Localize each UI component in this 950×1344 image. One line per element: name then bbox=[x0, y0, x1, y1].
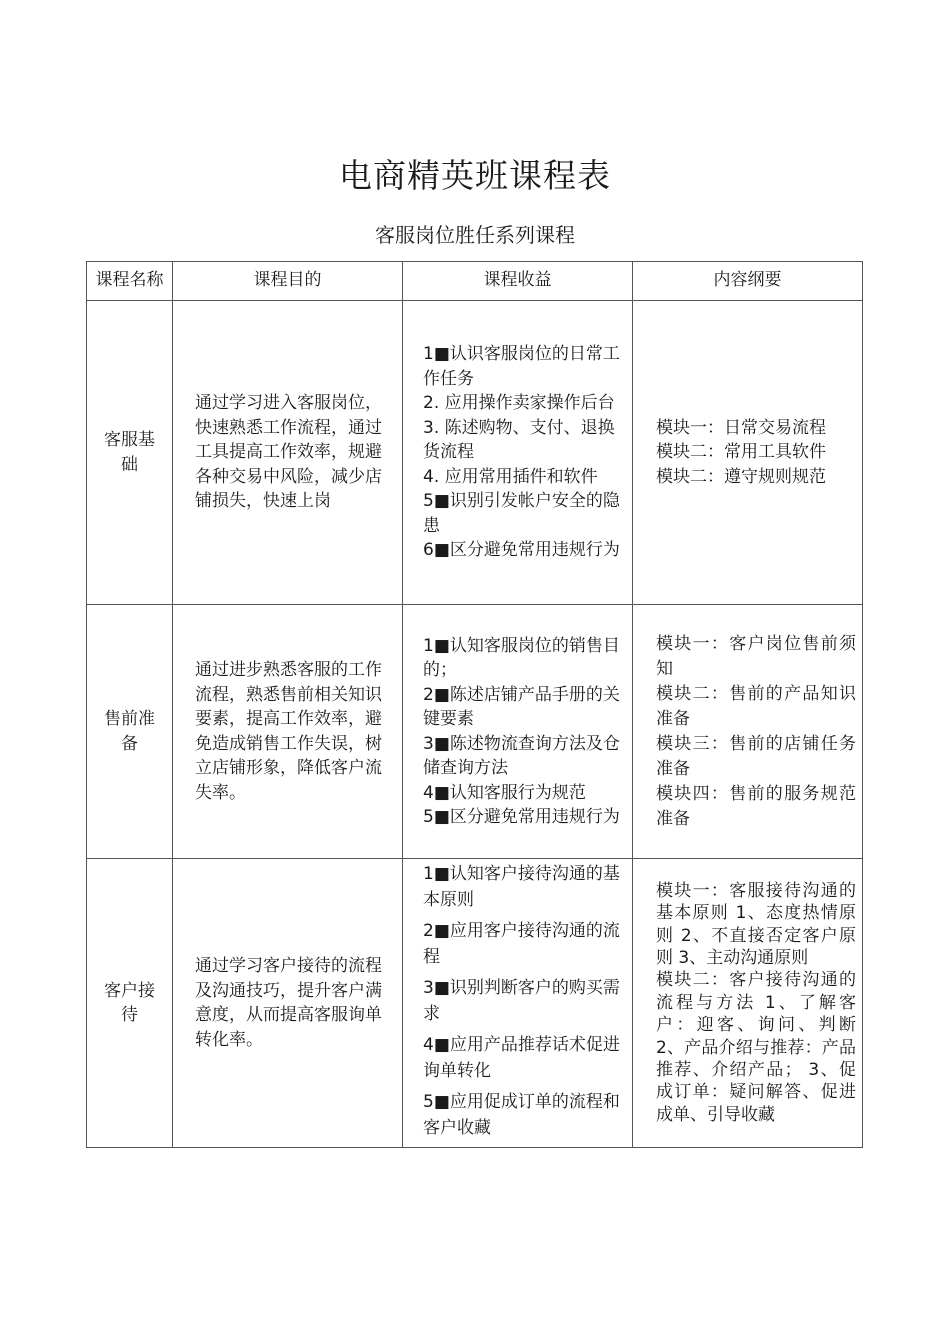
table-row bbox=[87, 859, 863, 1148]
gain-item: 1■认识客服岗位的日常工作任务 bbox=[423, 344, 620, 389]
gain-item: 4. 应用常用插件和软件 bbox=[423, 466, 598, 487]
page-subtitle: 客服岗位胜任系列课程 bbox=[375, 223, 575, 247]
gain-item: 5■识别引发帐户安全的隐患 bbox=[423, 491, 620, 536]
outline-item: 模块二：售前的产品知识准备 bbox=[656, 683, 856, 729]
table-row bbox=[87, 605, 863, 859]
gain-item: 2■陈述店铺产品手册的关键要素 bbox=[423, 684, 620, 729]
header-content-outline: 内容纲要 bbox=[633, 262, 863, 301]
gain-item: 1■认知客服岗位的销售目的； bbox=[423, 635, 620, 680]
outline-item: 模块三：售前的店铺任务准备 bbox=[656, 733, 856, 779]
outline-item: 模块一：客服接待沟通的基本原则 1、态度热情原则 2、不直接否定客户原则 3、主动沟通原则 bbox=[656, 880, 856, 968]
gain-item: 3■陈述物流查询方法及仓储查询方法 bbox=[423, 733, 620, 778]
outline-item: 模块一：日常交易流程 bbox=[656, 417, 826, 438]
header-course-gains: 课程收益 bbox=[403, 262, 633, 301]
header-course-goal: 课程目的 bbox=[173, 262, 403, 301]
course-goal-cell: 通过学习进入客服岗位，快速熟悉工作流程，通过工具提高工作效率，规避各种交易中风险，减少店铺损失，快速上岗 bbox=[173, 301, 403, 605]
outline-item: 模块二：客户接待沟通的流程与方法 1、了解客户：迎客、询问、判断 2、产品介绍与推荐：产品推荐、介绍产品； 3、促成订单：疑问解答、促进成单、引导收藏 bbox=[656, 970, 856, 1125]
course-gains-cell bbox=[403, 859, 633, 1148]
course-name-cell: 售前准备 bbox=[87, 605, 173, 859]
course-gains-cell bbox=[403, 301, 633, 605]
gain-item: 6■区分避免常用违规行为 bbox=[423, 540, 620, 561]
gain-item: 2. 应用操作卖家操作后台 bbox=[423, 393, 615, 414]
gain-item: 3. 陈述购物、支付、退换货流程 bbox=[423, 417, 615, 463]
content-outline-cell bbox=[633, 301, 863, 605]
course-gains-cell bbox=[403, 605, 633, 859]
content-outline-cell bbox=[633, 605, 863, 859]
content-outline-cell bbox=[633, 859, 863, 1148]
course-name-cell: 客户接待 bbox=[87, 859, 173, 1148]
course-table bbox=[86, 261, 863, 1148]
table-row bbox=[87, 301, 863, 605]
course-name-cell: 客服基础 bbox=[87, 301, 173, 605]
gain-item: 3■识别判断客户的购买需求 bbox=[423, 977, 620, 1024]
gain-item: 5■区分避免常用违规行为 bbox=[423, 807, 620, 827]
page-title: 电商精英班课程表 bbox=[339, 156, 611, 195]
outline-item: 模块一：客户岗位售前须知 bbox=[656, 633, 856, 679]
gain-item: 4■应用产品推荐话术促进询单转化 bbox=[423, 1034, 620, 1081]
outline-item: 模块四：售前的服务规范准备 bbox=[656, 783, 856, 829]
outline-item: 模块二：遵守规则规范 bbox=[656, 466, 826, 487]
header-course-name: 课程名称 bbox=[87, 262, 173, 301]
course-goal-cell: 通过进步熟悉客服的工作流程，熟悉售前相关知识要素，提高工作效率，避免造成销售工作失误，树立店铺形象，降低客户流失率。 bbox=[173, 605, 403, 859]
gain-item: 1■认知客户接待沟通的基本原则 bbox=[423, 863, 620, 910]
gain-item: 5■应用促成订单的流程和客户收藏 bbox=[423, 1091, 620, 1138]
gain-item: 4■认知客服行为规范 bbox=[423, 782, 586, 803]
table-header-row bbox=[87, 262, 863, 301]
gain-item: 2■应用客户接待沟通的流程 bbox=[423, 920, 620, 967]
outline-item: 模块二：常用工具软件 bbox=[656, 442, 826, 463]
course-goal-cell: 通过学习客户接待的流程及沟通技巧，提升客户满意度，从而提高客服询单转化率。 bbox=[173, 859, 403, 1148]
